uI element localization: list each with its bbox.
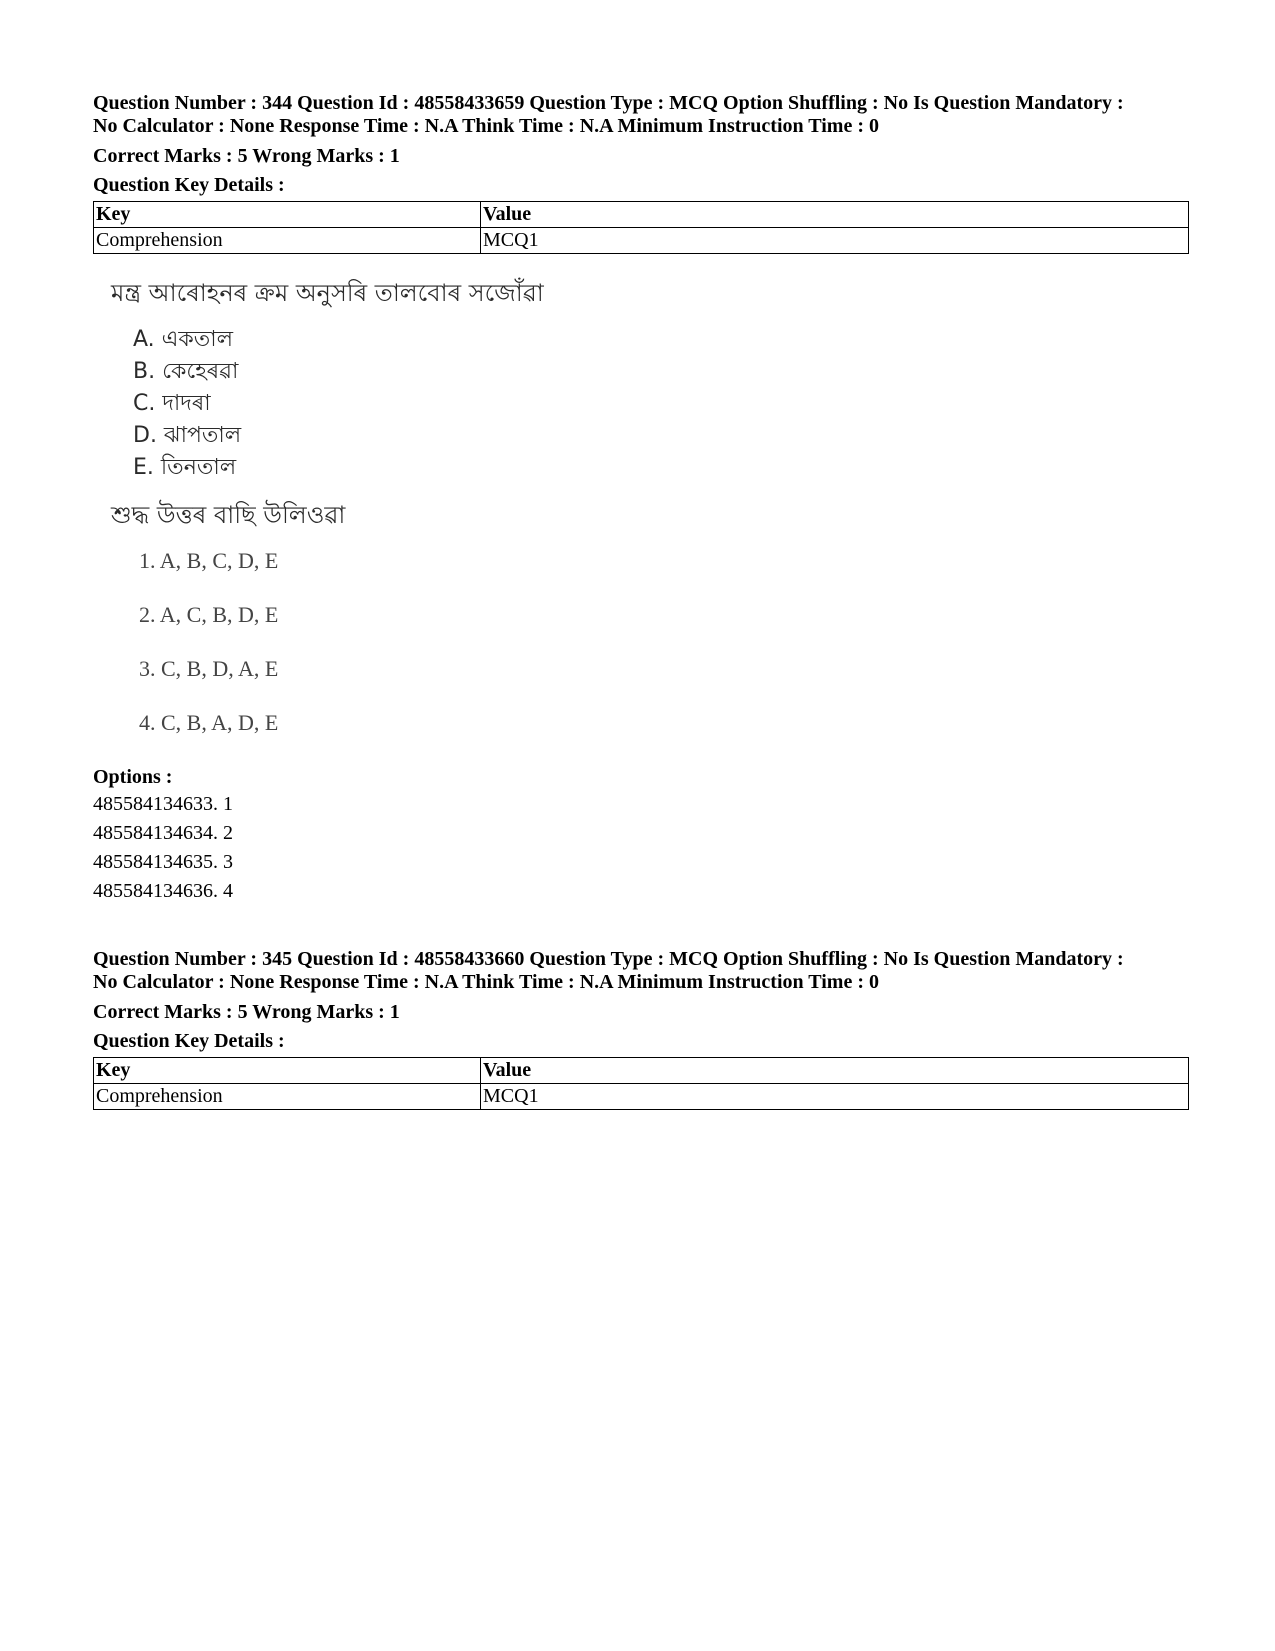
key-details-table [93,1057,1189,1110]
marks-line: Correct Marks : 5 Wrong Marks : 1 [93,145,400,167]
table-header-value: Value [481,1058,1189,1084]
question-image [111,276,1189,762]
key-details-label: Question Key Details : [93,174,285,196]
question-block-345 [93,948,1189,1110]
table-header-row [94,202,1189,228]
answer-choice: 3. C, B, D, A, E [139,656,279,681]
marks-line: Correct Marks : 5 Wrong Marks : 1 [93,1001,400,1023]
question-meta [93,948,1189,994]
table-row [94,1084,1189,1110]
meta-line-2: No Calculator : None Response Time : N.A Think Time : N.A Minimum Instruction Time : 0 [93,971,879,993]
key-details-label: Question Key Details : [93,1030,285,1052]
options-list [93,790,1189,906]
question-text: মন্ত্ৰ আৰোহনৰ ক্ৰম অনুসৰি তালবোৰ সজোঁৱা [111,279,544,307]
answer-choice: 4. C, B, A, D, E [139,710,279,735]
list-item: D. ঝাপতাল [133,423,242,448]
option-item: 485584134633. 1 [93,793,233,815]
options-label: Options : [93,766,173,788]
question-block-344 [93,92,1189,906]
table-cell-value: MCQ1 [481,1084,1189,1110]
table-header-key: Key [94,202,481,228]
meta-line-1: Question Number : 345 Question Id : 48558433660 Question Type : MCQ Option Shuffling : No Is Question Mandatory : [93,948,1124,970]
table-cell-key: Comprehension [94,228,481,254]
table-cell-value: MCQ1 [481,228,1189,254]
table-row [94,228,1189,254]
table-cell-key: Comprehension [94,1084,481,1110]
table-header-value: Value [481,202,1189,228]
list-item: C. দাদৰা [133,391,211,416]
answer-choice: 2. A, C, B, D, E [139,602,279,627]
table-header-key: Key [94,1058,481,1084]
meta-line-1: Question Number : 344 Question Id : 48558433659 Question Type : MCQ Option Shuffling : No Is Question Mandatory : [93,92,1124,114]
list-item: B. কেহেৰৱা [133,359,239,384]
list-item: E. তিনতাল [133,455,237,480]
option-item: 485584134634. 2 [93,822,233,844]
question-items [133,324,1189,484]
answer-choices [139,546,1189,762]
answer-choice: 1. A, B, C, D, E [139,548,279,573]
option-item: 485584134636. 4 [93,880,233,902]
instruction-text: শুদ্ধ উত্তৰ বাছি উলিওৱা [111,501,346,529]
document-page [93,92,1189,1152]
question-meta [93,92,1189,138]
table-header-row [94,1058,1189,1084]
list-item: A. একতাল [133,327,234,352]
meta-line-2: No Calculator : None Response Time : N.A Think Time : N.A Minimum Instruction Time : 0 [93,115,879,137]
option-item: 485584134635. 3 [93,851,233,873]
key-details-table [93,201,1189,254]
